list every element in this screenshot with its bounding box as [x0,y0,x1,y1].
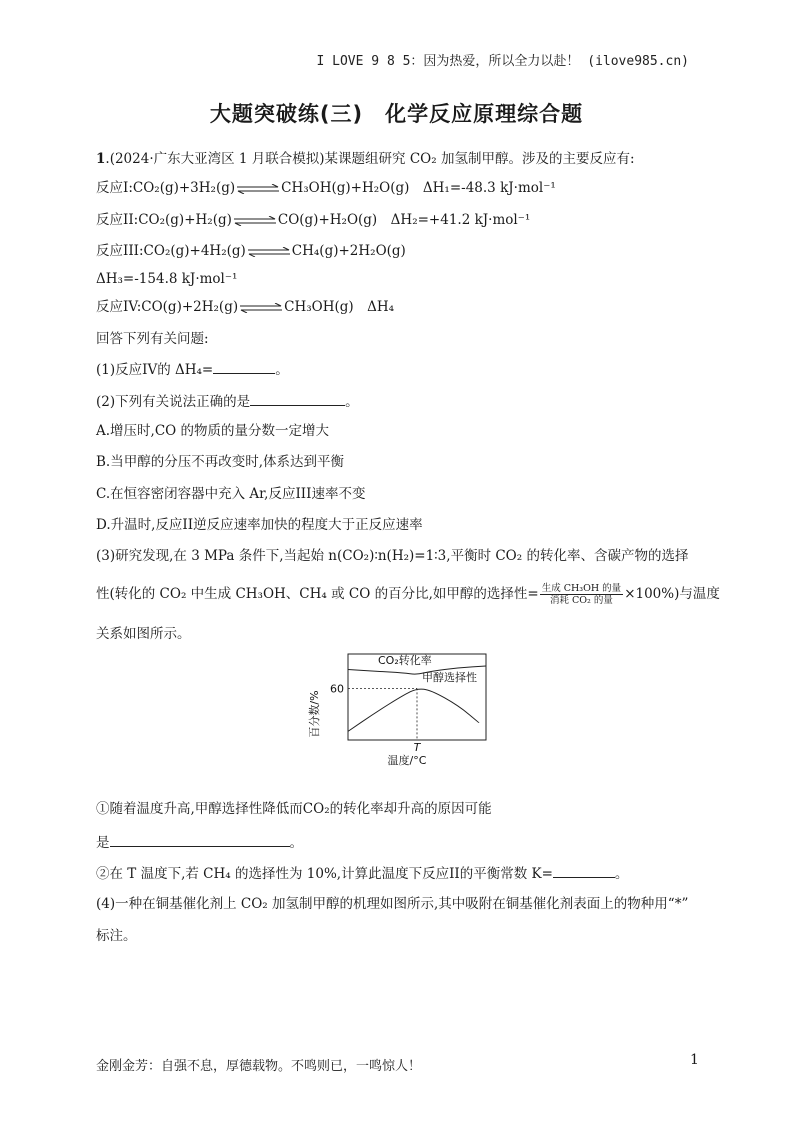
legend-co2-conversion: CO₂转化率 [378,654,432,667]
x-tick-label: T [413,741,421,754]
page-number: 1 [690,1052,699,1068]
equilibrium-arrow-icon [247,247,291,257]
answer-blank-q1[interactable] [213,359,275,374]
option-a: A.增压时,CO 的物质的量分数一定增大 [96,423,330,439]
question-intro: 1.(2024·广东大亚湾区 1 月联合模拟)某课题组研究 CO₂ 加氢制甲醇。涉及的主要反应有: [96,151,635,167]
reaction-2: 反应II:CO₂(g)+H₂(g) CO(g)+H₂O(g) ΔH₂=+41.2 kJ·mol⁻¹ [96,212,531,228]
answer-blank-q2[interactable] [250,391,345,406]
page-title: 大题突破练(三) 化学反应原理综合题 [209,102,584,126]
footer-motto: 金刚金芳：自强不息，厚德载物。不鸣则已，一鸣惊人！ [96,1059,422,1074]
x-axis-label: 温度/°C [387,754,427,767]
page-header: I LOVE 9 8 5：因为热爱，所以全力以赴！ (ilove985.cn) [316,54,689,69]
question-prompt: 回答下列有关问题: [96,331,209,347]
reaction-4: 反应IV:CO(g)+2H₂(g) CH₃OH(g) ΔH₄ [96,299,395,315]
question-3-line1: (3)研究发现,在 3 MPa 条件下,当起始 n(CO₂)∶n(H₂)=1∶3,平衡时 CO₂ 的转化率、含碳产物的选择 [96,548,689,564]
reaction-3-enthalpy: ΔH₃=-154.8 kJ·mol⁻¹ [96,271,238,287]
question-4-line1: (4)一种在铜基催化剂上 CO₂ 加氢制甲醇的机理如图所示,其中吸附在铜基催化剂表面上的物种用“*” [96,896,689,912]
selectivity-fraction: $\frac{\text{生成 CH₃OH 的量}}{\text{消耗 CO₂ 的量}}$ [541,583,622,606]
equilibrium-arrow-icon [236,184,280,194]
y-tick-label: 60 [330,682,344,696]
question-2: (2)下列有关说法正确的是 。 [96,391,359,411]
temperature-percent-chart [304,648,494,773]
question-3-line2: 性(转化的 CO₂ 中生成 CH₃OH、CH₄ 或 CO 的百分比,如甲醇的选择性= $\frac{\text{生成 CH₃OH 的量}}{\text{消耗 CO₂ 的量}}$ ×100%)与温度 [96,583,720,606]
legend-methanol-selectivity: 甲醇选择性 [422,671,477,684]
option-b: B.当甲醇的分压不再改变时,体系达到平衡 [96,454,345,470]
question-1: (1)反应IV的 ΔH₄= 。 [96,359,289,379]
answer-blank-q3-2[interactable] [553,863,615,878]
y-axis-label: 百分数/% [308,690,321,738]
question-3-sub1-line2: 是 。 [96,832,303,852]
equilibrium-arrow-icon [233,216,277,226]
answer-blank-q3-1[interactable] [110,832,290,847]
question-3-sub2: ②在 T 温度下,若 CH₄ 的选择性为 10%,计算此温度下反应II的平衡常数 K= 。 [96,863,628,883]
question-3-line3: 关系如图所示。 [96,626,191,642]
reaction-1: 反应I:CO₂(g)+3H₂(g) CH₃OH(g)+H₂O(g) ΔH₁=-48.3 kJ·mol⁻¹ [96,180,556,196]
series-methanol-selectivity-line [348,689,479,731]
reaction-3: 反应III:CO₂(g)+4H₂(g) CH₄(g)+2H₂O(g) [96,243,406,259]
question-4-line2: 标注。 [96,928,137,944]
option-c: C.在恒容密闭容器中充入 Ar,反应III速率不变 [96,486,366,502]
question-3-sub1-line1: ①随着温度升高,甲醇选择性降低而CO₂的转化率却升高的原因可能 [96,801,492,817]
equilibrium-arrow-icon [239,303,283,313]
option-d: D.升温时,反应II逆反应速率加快的程度大于正反应速率 [96,517,423,533]
